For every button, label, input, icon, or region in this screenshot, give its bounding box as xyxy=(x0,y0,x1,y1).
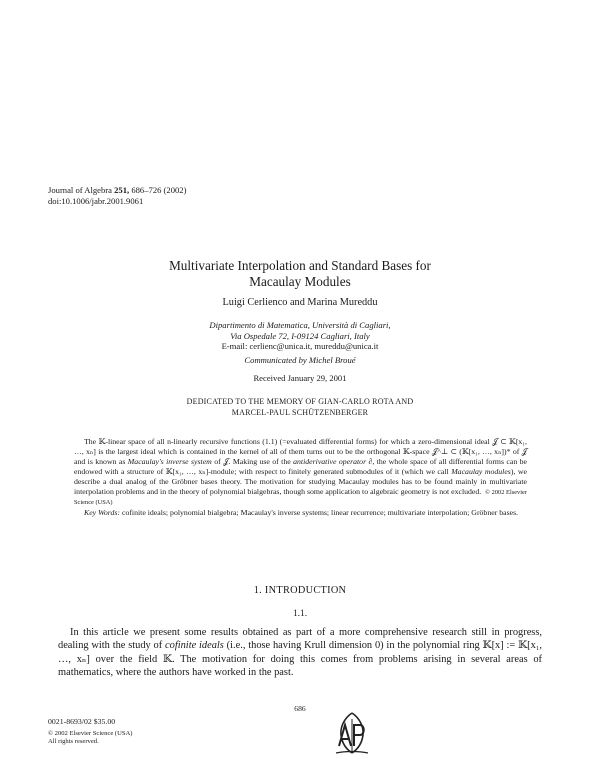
affiliation xyxy=(60,320,540,352)
body-text-2: (i.e., those having Krull dimension 0) in the polynomial ring 𝕂[x] := 𝕂[x₁, …, xₙ] over the field 𝕂. The motivation for doing this comes from problems arising in several areas of mathematics, where the authors have worked in the past. xyxy=(58,640,542,679)
abstract-paragraph xyxy=(74,437,527,508)
abstract-text-3: ∂, the whole space of all differential forms can be endowed with a structure of 𝕂[x₁, …, xₙ]-module; with respect to finitely generated submodules of it (which we call xyxy=(74,456,528,476)
body-text-1: In this article we present some results obtained as part of a more comprehensive research still in progress, dealing with the study of xyxy=(58,627,542,652)
footer-rights-line: All rights reserved. xyxy=(48,737,99,745)
keywords-text: cofinite ideals; polynomial bialgebra; Macaulay's inverse systems; linear recurrence; multivariate interpolation; Gröbner bases. xyxy=(120,508,519,518)
academic-press-logo xyxy=(331,711,373,757)
section-heading: 1. INTRODUCTION xyxy=(253,585,347,596)
dedication-line-2: MARCEL-PAUL SCHÜTZENBERGER xyxy=(231,408,369,417)
paper-title xyxy=(60,258,540,289)
journal-name: Journal of Algebra xyxy=(48,185,112,195)
communicated-by: Communicated by Michel Broué xyxy=(244,355,356,365)
subsection-heading: 1.1. xyxy=(292,609,308,619)
footer-copyright-line: © 2002 Elsevier Science (USA) xyxy=(48,730,133,737)
dedication-line-1: DEDICATED TO THE MEMORY OF GIAN-CARLO ROTA AND xyxy=(186,397,414,406)
page-number: 686 xyxy=(294,704,306,713)
journal-header xyxy=(48,185,186,207)
keywords-label: Key Words: xyxy=(84,508,121,518)
authors: Luigi Cerlienco and Marina Mureddu xyxy=(222,297,378,308)
journal-doi[interactable]: doi:10.1006/jabr.2001.9061 xyxy=(48,196,144,206)
keywords xyxy=(74,508,527,518)
title-line-2: Macaulay Modules xyxy=(249,273,351,289)
body-term-cofinite-ideals: cofinite ideals xyxy=(165,640,224,652)
affiliation-line-1: Dipartimento di Matematica, Università di Cagliari, xyxy=(209,320,391,330)
abstract xyxy=(74,437,527,518)
journal-pages: 686–726 (2002) xyxy=(131,185,187,195)
footer-copyright xyxy=(48,730,132,746)
body-paragraph xyxy=(58,626,542,680)
abstract-text-4: ), we describe a dual analog of the Gröbner bases theory. The motivation for studying Macaulay modules has to be found mainly in multivariate interpolation problems and in the theory of polynomial bialgebras, though some application to algebraic geometry is not excluded. xyxy=(74,466,527,496)
received-date: Received January 29, 2001 xyxy=(253,373,347,383)
title-line-1: Multivariate Interpolation and Standard Bases for xyxy=(169,258,431,273)
abstract-copyright: © 2002 Elsevier Science (USA) xyxy=(74,488,527,507)
issn-price: 0021-8693/02 $35.00 xyxy=(48,717,116,726)
affiliation-line-2: Via Ospedale 72, I-09124 Cagliari, Italy xyxy=(230,330,370,341)
body-text xyxy=(58,626,542,680)
abstract-term-antiderivative: antiderivative operator xyxy=(293,456,367,466)
dedication xyxy=(60,396,540,418)
abstract-term-macaulay-modules: Macaulay modules xyxy=(451,466,511,476)
abstract-term-inverse-system: Macaulay's inverse system xyxy=(127,456,212,466)
journal-volume: 251, xyxy=(114,185,130,195)
email[interactable]: E-mail: cerlienc@unica.it, mureddu@unica.it xyxy=(221,341,379,351)
abstract-text-2: of 𝒥. Making use of the xyxy=(211,456,294,466)
abstract-text-1: The 𝕂-linear space of all n-linearly recursive functions (1.1) (=evaluated differential forms) for which a zero-dimensional ideal 𝒥 ⊂ 𝕂[x₁, …, xₙ] is the largest ideal which is contained in the kernel of all of them turns out to be the orthogonal 𝕂-space 𝒥^⊥ ⊂ (𝕂[x₁, …, xₙ])* of 𝒥 and is known as xyxy=(74,437,527,466)
